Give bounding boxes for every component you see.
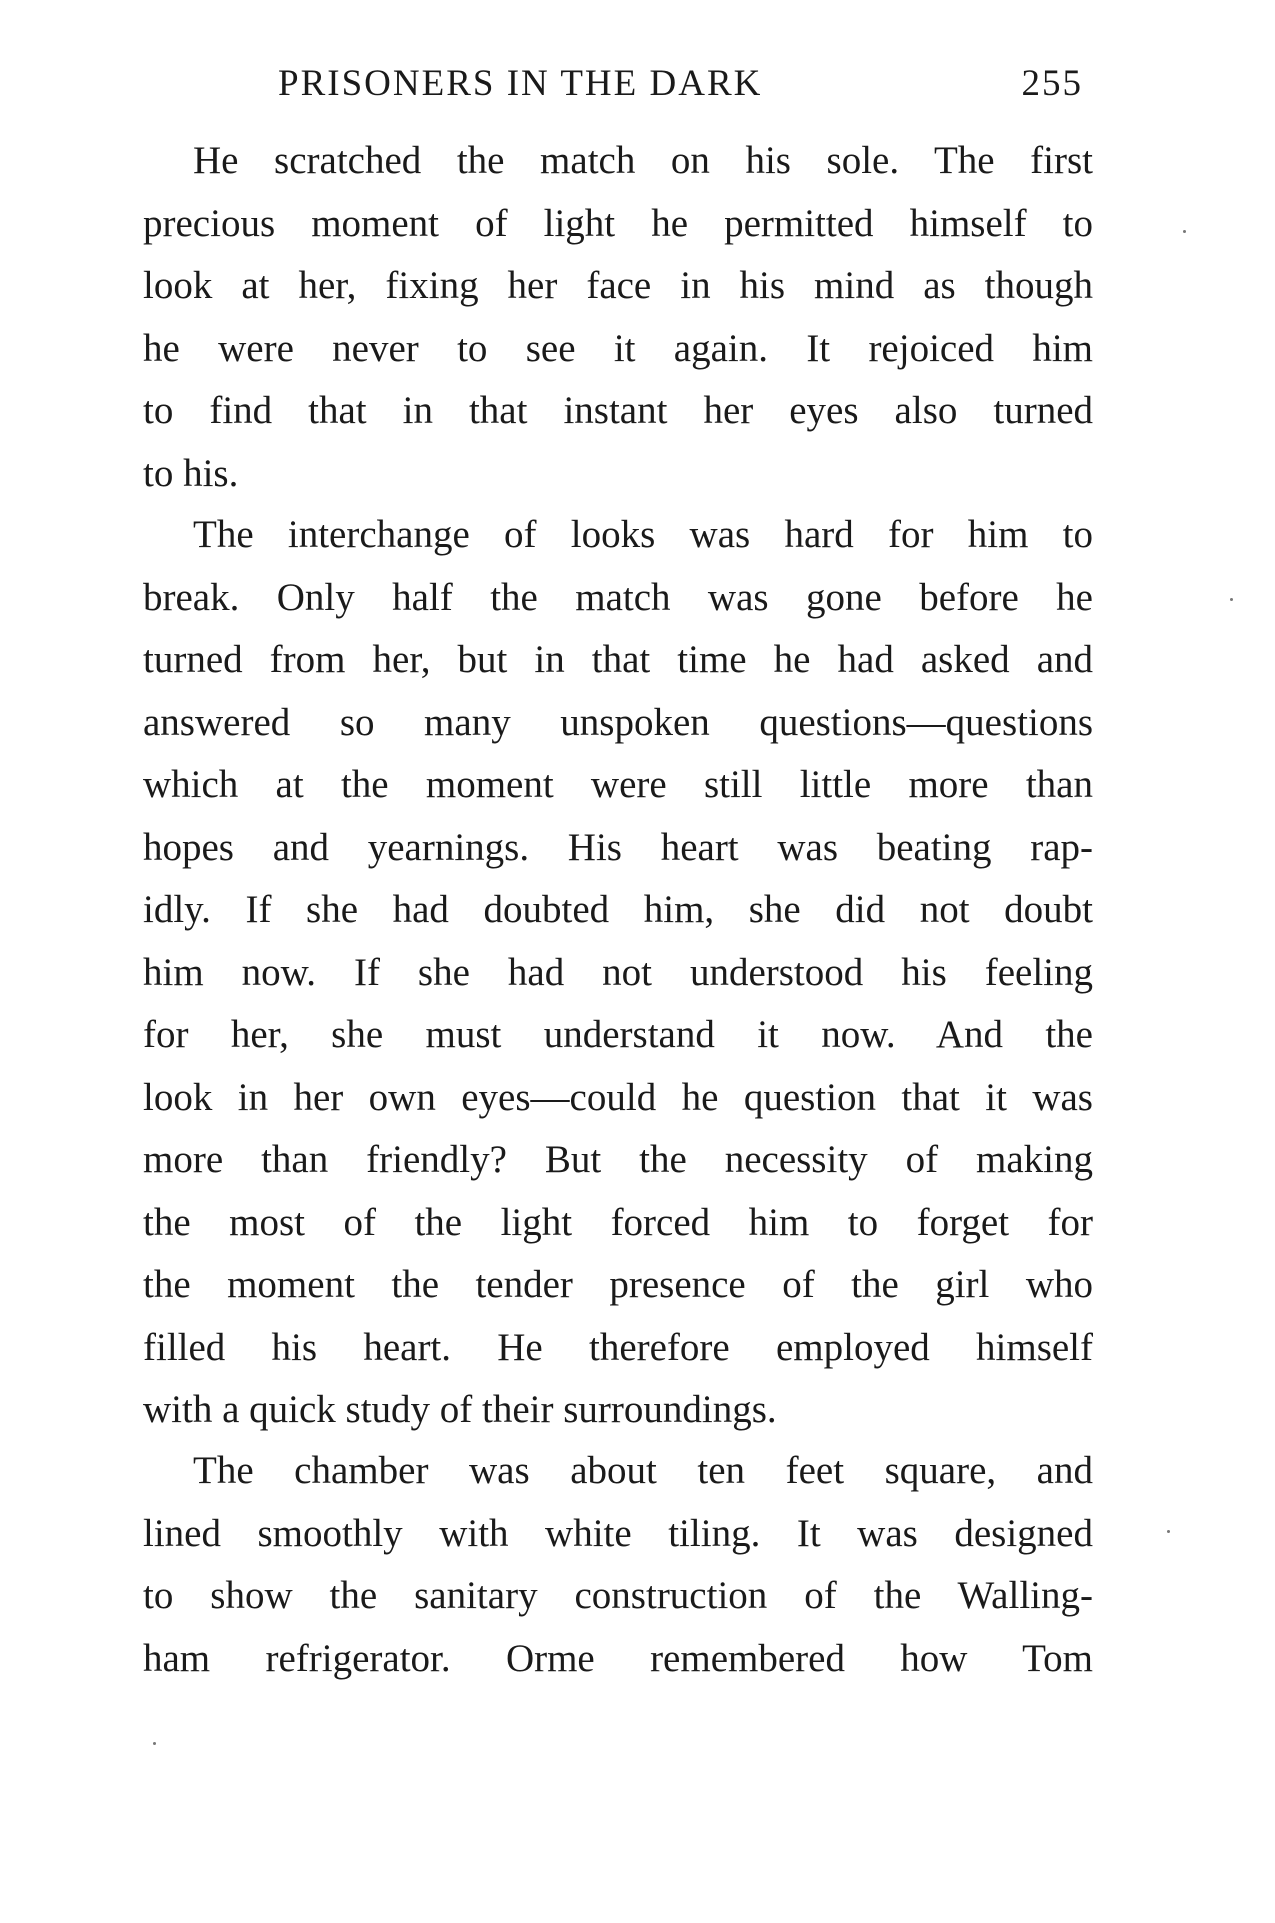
text-line: look at her, fixing her face in his mind as though (143, 264, 1093, 307)
print-speck (1230, 598, 1233, 601)
paragraph-3 (143, 1440, 1093, 1690)
running-title: PRISONERS IN THE DARK (278, 63, 763, 104)
text-line: He scratched the match on his sole. The first (193, 139, 1093, 182)
text-line: the moment the tender presence of the girl who (143, 1263, 1093, 1306)
text-line: more than friendly? But the necessity of making (143, 1138, 1093, 1181)
running-head (278, 62, 1083, 112)
text-line: he were never to see it again. It rejoiced him (143, 326, 1093, 370)
print-speck (1183, 230, 1186, 233)
text-line: idly. If she had doubted him, she did not doubt (143, 888, 1093, 931)
text-line: for her, she must understand it now. And the (143, 1013, 1093, 1056)
page-number: 255 (1021, 63, 1083, 104)
text-line: with a quick study of their surroundings. (143, 1388, 777, 1431)
text-line: look in her own eyes—could he question that it was (143, 1075, 1093, 1119)
paragraph-2 (143, 504, 1093, 1442)
text-line: lined smoothly with white tiling. It was designed (143, 1511, 1093, 1555)
text-line: filled his heart. He therefore employed himself (143, 1325, 1093, 1369)
text-line: to show the sanitary construction of the Walling- (143, 1574, 1093, 1617)
text-line: turned from her, but in that time he had asked and (143, 638, 1093, 681)
text-line: answered so many unspoken questions—questions (143, 700, 1093, 744)
text-line: to his. (143, 451, 239, 495)
text-line: the most of the light forced him to forget for (143, 1200, 1093, 1244)
text-line: him now. If she had not understood his feeling (143, 950, 1093, 994)
text-line: The chamber was about ten feet square, and (193, 1449, 1093, 1492)
text-line: hopes and yearnings. His heart was beating rap- (143, 825, 1093, 869)
paragraph-1 (143, 130, 1093, 505)
text-line: to find that in that instant her eyes also turned (143, 389, 1093, 432)
print-speck (1167, 1530, 1170, 1533)
text-line: which at the moment were still little more than (143, 763, 1093, 806)
text-line: ham refrigerator. Orme remembered how Tom (143, 1636, 1093, 1680)
text-line: break. Only half the match was gone before he (143, 575, 1093, 619)
print-speck (153, 1742, 156, 1745)
text-line: The interchange of looks was hard for him to (193, 513, 1093, 556)
text-line: precious moment of light he permitted himself to (143, 201, 1093, 245)
